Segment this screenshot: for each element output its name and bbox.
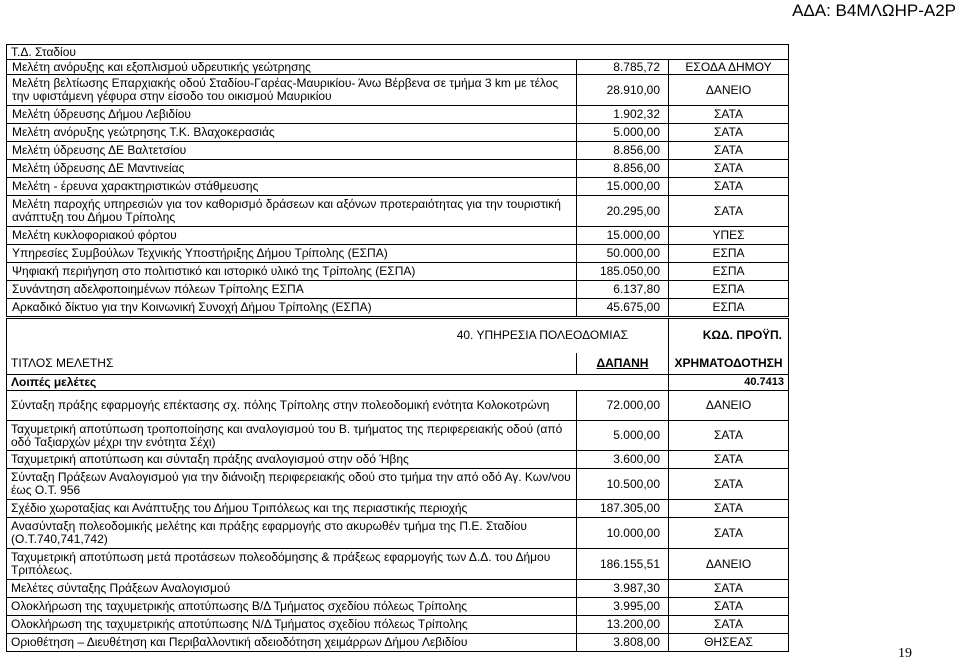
study-amount: 45.675,00: [577, 299, 669, 317]
study-title: Αρκαδικό δίκτυο για την Κοινωνική Συνοχή Δήμου Τρίπολης (ΕΣΠΑ): [7, 299, 577, 317]
study-title: Μελέτη ύδρευσης ΔΕ Βαλτετσίου: [7, 142, 577, 160]
table-row: [7, 634, 789, 652]
category-row: [7, 375, 789, 391]
study-amount: 3.995,00: [577, 598, 669, 616]
study-title: Μελέτη ανόρυξης και εξοπλισμού υδρευτικής γεώτρησης: [7, 60, 577, 75]
study-amount: 3.600,00: [577, 451, 669, 469]
study-funding: ΕΣΠΑ: [669, 263, 789, 281]
table-row: [7, 469, 789, 500]
study-amount: 10.000,00: [577, 518, 669, 549]
study-amount: 186.155,51: [577, 549, 669, 580]
study-title: Συνάντηση αδελφοποιημένων πόλεων Τρίπολης ΕΣΠΑ: [7, 281, 577, 299]
study-title: Μελέτη ύδρευσης ΔΕ Μαντινείας: [7, 160, 577, 178]
table-row: [7, 299, 789, 317]
study-funding: ΕΣΠΑ: [669, 299, 789, 317]
study-funding: ΔΑΝΕΙΟ: [669, 549, 789, 580]
table-row: [7, 549, 789, 580]
study-amount: 5.000,00: [577, 421, 669, 451]
table-row: [7, 196, 789, 227]
table-row: [7, 142, 789, 160]
study-funding: ΣΑΤΑ: [669, 142, 789, 160]
study-amount: 8.856,00: [577, 160, 669, 178]
study-title: Υπηρεσίες Συμβούλων Τεχνικής Υποστήριξης Δήμου Τρίπολης (ΕΣΠΑ): [7, 245, 577, 263]
table-row: [7, 451, 789, 469]
study-amount: 5.000,00: [577, 124, 669, 142]
study-title: Ταχυμετρική αποτύπωση τροποποίησης και αναλογισμού του Β. τμήματος της περιφερειακής οδού (από οδό Ταξιαρχών μέχρι την ενότητα Σέχι): [7, 421, 577, 451]
study-title: Ταχυμετρική αποτύπωση μετά προτάσεων πολεοδόμησης & πράξεως εφαρμογής των Δ.Δ. του Δήμου Τριπόλεως.: [7, 549, 577, 580]
section-title: 40. ΥΠΗΡΕΣΙΑ ΠΟΛΕΟΔΟΜΙΑΣ: [7, 319, 669, 353]
study-funding: ΕΣΠΑ: [669, 281, 789, 299]
study-funding: ΣΑΤΑ: [669, 616, 789, 634]
study-amount: 20.295,00: [577, 196, 669, 227]
study-funding: ΣΑΤΑ: [669, 500, 789, 518]
study-amount: 10.500,00: [577, 469, 669, 500]
study-amount: 185.050,00: [577, 263, 669, 281]
study-title: Σχέδιο χωροταξίας και Ανάπτυξης του Δήμου Τριπόλεως και της περιαστικής περιοχής: [7, 500, 577, 518]
study-title: Ψηφιακή περιήγηση στο πολιτιστικό και ιστορικό υλικό της Τρίπολης (ΕΣΠΑ): [7, 263, 577, 281]
table-row: [7, 518, 789, 549]
study-amount: 1.902,32: [577, 106, 669, 124]
study-funding: ΣΑΤΑ: [669, 160, 789, 178]
table-row: [7, 160, 789, 178]
table-row: [7, 45, 789, 60]
study-funding: ΔΑΝΕΙΟ: [669, 391, 789, 421]
column-funding-header: ΧΡΗΜΑΤΟΔΟΤΗΣΗ: [669, 353, 789, 375]
study-funding: ΣΑΤΑ: [669, 598, 789, 616]
study-funding: ΥΠΕΣ: [669, 227, 789, 245]
table-row: [7, 178, 789, 196]
table-row: [7, 75, 789, 106]
table-row: [7, 281, 789, 299]
table-row: [7, 616, 789, 634]
table-row: [7, 263, 789, 281]
study-amount: 8.856,00: [577, 142, 669, 160]
study-title: Οριοθέτηση – Διευθέτηση και Περιβαλλοντική αδειοδότηση χειμάρρων Δήμου Λεβιδίου: [7, 634, 577, 652]
study-title: Ταχυμετρική αποτύπωση και σύνταξη πράξης αναλογισμού στην οδό Ήβης: [7, 451, 577, 469]
category-label: Λοιπές μελέτες: [7, 375, 669, 391]
study-amount: 15.000,00: [577, 178, 669, 196]
table-row: [7, 245, 789, 263]
study-title: Σύνταξη πράξης εφαρμογής επέκτασης σχ. πόλης Τρίπολης στην πολεοδομική ενότητα Κολοκοτρώνη: [7, 391, 577, 421]
table-row: [7, 598, 789, 616]
study-amount: 50.000,00: [577, 245, 669, 263]
table-row: [7, 391, 789, 421]
study-funding: ΣΑΤΑ: [669, 106, 789, 124]
study-title: Σύνταξη Πράξεων Αναλογισμού για την διάνοιξη περιφερειακής οδού στο τμήμα την από οδό Αγ. Κων/νου έως Ο.Τ. 956: [7, 469, 577, 500]
table-row: [7, 60, 789, 75]
table-row: [7, 580, 789, 598]
study-title: Ολοκλήρωση της ταχυμετρικής αποτύπωσης Β/Δ Τμήματος σχεδίου πόλεως Τρίπολης: [7, 598, 577, 616]
study-amount: 72.000,00: [577, 391, 669, 421]
study-funding: ΕΣΠΑ: [669, 245, 789, 263]
study-title: Μελέτη - έρευνα χαρακτηριστικών στάθμευσης: [7, 178, 577, 196]
study-amount: 8.785,72: [577, 60, 669, 75]
study-title: Ανασύνταξη πολεοδομικής μελέτης και πράξης εφαρμογής στο ακυρωθέν τμήμα της Π.Ε. Σταδίου (Ο.Τ.740,741,742): [7, 518, 577, 549]
study-funding: ΘΗΣΕΑΣ: [669, 634, 789, 652]
budget-code-header: ΚΩΔ. ΠΡΟΫΠ.: [669, 319, 789, 353]
studies-table-1-body: [7, 45, 789, 317]
studies-table-2-body: [7, 319, 789, 652]
study-funding: ΣΑΤΑ: [669, 469, 789, 500]
study-amount: 3.987,30: [577, 580, 669, 598]
ada-reference: ΑΔΑ: Β4ΜΛΩΗΡ-Α2Ρ: [792, 1, 956, 20]
study-funding: ΣΑΤΑ: [669, 178, 789, 196]
category-code: 40.7413: [669, 375, 789, 391]
page-number: 19: [898, 646, 912, 661]
study-funding: ΕΣΟΔΑ ΔΗΜΟΥ: [669, 60, 789, 75]
studies-table-2: [6, 318, 789, 652]
table-row: [7, 500, 789, 518]
study-funding: ΣΑΤΑ: [669, 518, 789, 549]
study-funding: ΣΑΤΑ: [669, 451, 789, 469]
study-title: Μελέτες σύνταξης Πράξεων Αναλογισμού: [7, 580, 577, 598]
table-row: [7, 124, 789, 142]
study-title: Μελέτη παροχής υπηρεσιών για τον καθορισμό δράσεων και αξόνων προτεραιότητας για την τουριστική ανάπτυξη του Δήμου Τρίπολης: [7, 196, 577, 227]
study-title: Μελέτη κυκλοφοριακού φόρτου: [7, 227, 577, 245]
study-title: Μελέτη ανόρυξης γεώτρησης Τ.Κ. Βλαχοκερασιάς: [7, 124, 577, 142]
section-title-row: [7, 319, 789, 353]
study-amount: 187.305,00: [577, 500, 669, 518]
table-row: [7, 421, 789, 451]
study-amount: 28.910,00: [577, 75, 669, 106]
study-title: Ολοκλήρωση της ταχυμετρικής αποτύπωσης Ν/Δ Τμήματος σχεδίου πόλεως Τρίπολης: [7, 616, 577, 634]
study-funding: ΣΑΤΑ: [669, 124, 789, 142]
study-funding: ΣΑΤΑ: [669, 196, 789, 227]
column-header-row: [7, 353, 789, 375]
column-amount-header: ΔΑΠΑΝΗ: [577, 353, 669, 375]
study-amount: 15.000,00: [577, 227, 669, 245]
study-funding: ΔΑΝΕΙΟ: [669, 75, 789, 106]
study-funding: ΣΑΤΑ: [669, 421, 789, 451]
study-amount: 13.200,00: [577, 616, 669, 634]
study-amount: 3.808,00: [577, 634, 669, 652]
study-funding: ΣΑΤΑ: [669, 580, 789, 598]
column-title-header: ΤΙΤΛΟΣ ΜΕΛΕΤΗΣ: [7, 353, 577, 375]
study-title: Μελέτη ύδρευσης Δήμου Λεβιδίου: [7, 106, 577, 124]
table-row: [7, 227, 789, 245]
study-title: Μελέτη βελτίωσης Επαρχιακής οδού Σταδίου-Γαρέας-Μαυρικίου- Άνω Βέρβενα σε τμήμα 3 km με τέλος την υφιστάμενη γέφυρα στην είσοδο του οικισμού Μαυρικίου: [7, 75, 577, 106]
community-heading: Τ.Δ. Σταδίου: [7, 45, 789, 60]
table-row: [7, 106, 789, 124]
study-amount: 6.137,80: [577, 281, 669, 299]
studies-table-1: [6, 44, 789, 317]
